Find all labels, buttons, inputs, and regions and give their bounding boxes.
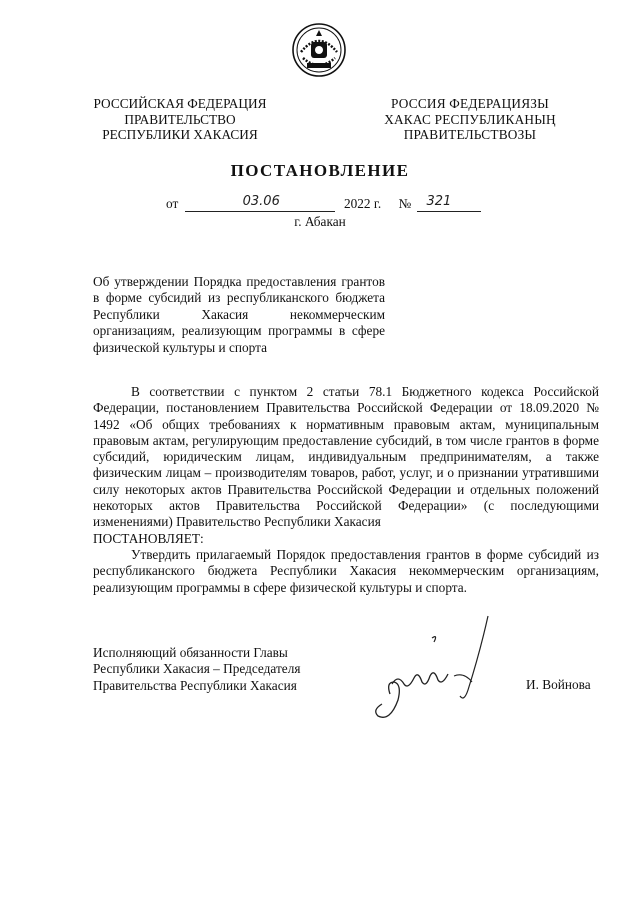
- date-field: [185, 194, 335, 212]
- header-right-line-3: ПРАВИТЕЛЬСТВОЗЫ: [403, 127, 537, 142]
- body-decree-word: ПОСТАНОВЛЯЕТ:: [93, 530, 204, 546]
- body-paragraph-1-text: В соответствии с пунктом 2 статьи 78.1 Бюджетного кодекса Российской Федерации, постановлением Правительства Российской Федерации от 18.09.2020 № 1492 «Об общих требованиях к нормативным правовым актам, муниципальным правовым актам, регулирующим предоставление субсидий, в том числе грантов в форме субсидий, юридическим лицам, индивидуальным предпринимателям, а также физическим лицам – производителям товаров, работ, услуг, и о признании утратившими силу некоторых актов Правительства Российской Федерации и отдельных положений некоторых актов Правительства Российской Федерации» (с последующими изменениями) Правительство Республики Хакасия: [93, 384, 599, 530]
- number-field: [417, 194, 481, 212]
- header-right-line-2: ХАКАС РЕСПУБЛИКАНЫҢ: [384, 111, 556, 127]
- year-text: 2022 г.: [343, 196, 382, 211]
- signer-position-line-1: Исполняющий обязанности Главы: [93, 645, 288, 660]
- header-right-line-1: РОССИЯ ФЕДЕРАЦИЯЗЫ: [391, 96, 549, 111]
- number-label: №: [398, 196, 412, 211]
- signer-name: И. Войнова: [526, 677, 591, 692]
- date-number-line: [166, 196, 481, 212]
- header-left-line-1: РОССИЙСКАЯ ФЕДЕРАЦИЯ: [93, 96, 267, 111]
- city-line: г. Абакан: [294, 214, 346, 229]
- body-paragraph-1: [93, 384, 599, 531]
- handwritten-signature: [368, 612, 498, 722]
- date-prefix: от: [166, 196, 179, 211]
- signer-position-line-2: Республики Хакасия – Председателя: [93, 661, 301, 677]
- header-left-line-3: РЕСПУБЛИКИ ХАКАСИЯ: [102, 127, 258, 142]
- handwritten-number: 321: [426, 194, 452, 209]
- coat-of-arms-emblem: [291, 22, 347, 78]
- document-body: [93, 384, 599, 596]
- document-title: ПОСТАНОВЛЕНИЕ: [230, 161, 410, 180]
- header-left-line-2: ПРАВИТЕЛЬСТВО: [124, 111, 236, 127]
- document-subject: Об утверждении Порядка предоставления грантов в форме субсидий из республиканского бюджета Республики Хакасия некоммерческим организациям, реализующим программы в сфере физической культуры и спорта: [93, 274, 385, 355]
- header-right: [370, 96, 570, 143]
- body-paragraph-2-text: Утвердить прилагаемый Порядок предоставления грантов в форме субсидий из республиканского бюджета Республики Хакасия некоммерческим организациям, реализующим программы в сфере физической культуры и спорта.: [93, 546, 599, 595]
- signer-position-line-3: Правительства Республики Хакасия: [93, 677, 297, 693]
- handwritten-date: 03.06: [242, 194, 280, 209]
- header-left: [80, 96, 280, 143]
- signer-position: [93, 645, 300, 694]
- body-paragraph-2: [93, 547, 599, 596]
